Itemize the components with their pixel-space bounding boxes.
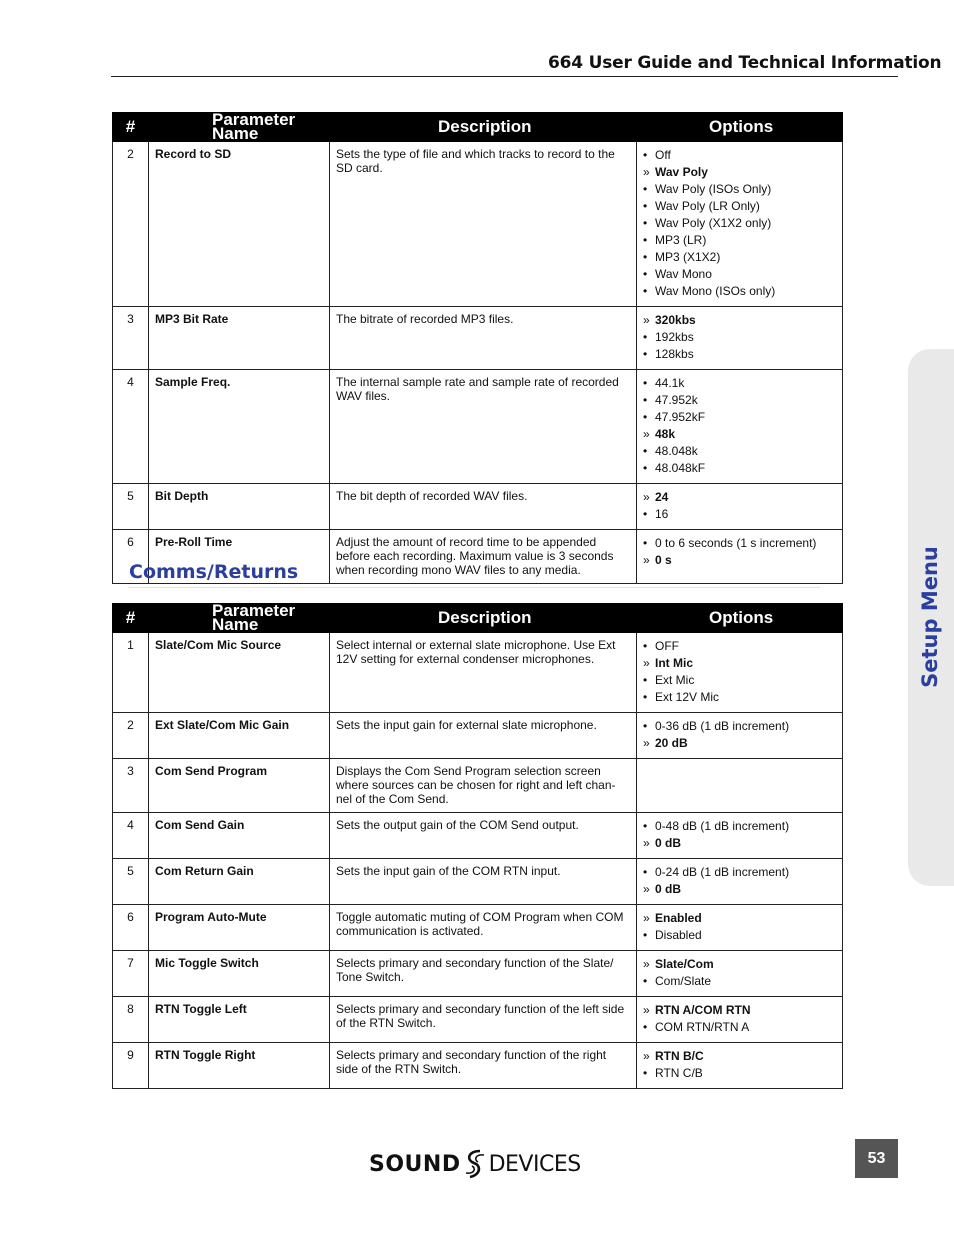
option-item (643, 1019, 836, 1036)
param-description: The bit depth of recorded WAV files. (330, 484, 637, 530)
param-options (637, 813, 843, 859)
option-item-default (643, 164, 836, 181)
option-item (643, 506, 836, 523)
option-text: 48.048kF (655, 461, 706, 475)
option-text: Ext 12V Mic (655, 690, 720, 704)
param-description: Sets the output gain of the COM Send output. (330, 813, 637, 859)
param-options (637, 951, 843, 997)
option-text: 20 dB (655, 736, 688, 750)
table-row (113, 859, 843, 905)
header-rule (111, 76, 898, 77)
option-item (643, 443, 836, 460)
option-item (643, 392, 836, 409)
param-number: 5 (113, 859, 149, 905)
param-name: Slate/Com Mic Source (149, 633, 330, 713)
table-row (113, 813, 843, 859)
bullet-icon: • (643, 536, 648, 550)
option-text: 128kbs (655, 347, 694, 361)
sound-devices-logo (369, 1147, 581, 1181)
col-header-num: # (113, 113, 149, 142)
default-marker-icon: » (643, 836, 650, 850)
option-text: OFF (655, 639, 679, 653)
option-item-default (643, 1002, 836, 1019)
option-item (643, 535, 836, 552)
bullet-icon: • (643, 673, 648, 687)
param-number: 9 (113, 1043, 149, 1089)
option-item-default (643, 910, 836, 927)
param-options (637, 759, 843, 813)
default-marker-icon: » (643, 736, 650, 750)
bullet-icon: • (643, 690, 648, 704)
parameter-table-2 (112, 603, 843, 1089)
option-text: MP3 (X1X2) (655, 250, 721, 264)
table-row (113, 142, 843, 307)
default-marker-icon: » (643, 882, 650, 896)
param-number: 3 (113, 307, 149, 370)
default-marker-icon: » (643, 427, 650, 441)
option-text: RTN A/COM RTN (655, 1003, 751, 1017)
option-item-default (643, 881, 836, 898)
param-description: Sets the type of file and which tracks to record to the SD card. (330, 142, 637, 307)
default-marker-icon: » (643, 1049, 650, 1063)
option-item-default (643, 312, 836, 329)
option-item (643, 232, 836, 249)
param-name: RTN Toggle Right (149, 1043, 330, 1089)
param-description: Sets the input gain for external slate microphone. (330, 713, 637, 759)
bullet-icon: • (643, 250, 648, 264)
option-item (643, 672, 836, 689)
option-text: MP3 (LR) (655, 233, 707, 247)
bullet-icon: • (643, 216, 648, 230)
param-options (637, 905, 843, 951)
default-marker-icon: » (643, 313, 650, 327)
bullet-icon: • (643, 347, 648, 361)
options-list (643, 718, 836, 752)
bullet-icon: • (643, 974, 648, 988)
param-description: Displays the Com Send Program selection screen where sources can be chosen for right and left chan-nel of the Com Send. (330, 759, 637, 813)
bullet-icon: • (643, 182, 648, 196)
default-marker-icon: » (643, 165, 650, 179)
option-text: 320kbs (655, 313, 696, 327)
option-text: 0 dB (655, 836, 682, 850)
param-options (637, 713, 843, 759)
option-text: 48.048k (655, 444, 698, 458)
param-description: Selects primary and secondary function of the Slate/ Tone Switch. (330, 951, 637, 997)
option-text: Wav Poly (X1X2 only) (655, 216, 772, 230)
option-item (643, 329, 836, 346)
options-list (643, 638, 836, 706)
options-list (643, 864, 836, 898)
param-name: MP3 Bit Rate (149, 307, 330, 370)
default-marker-icon: » (643, 490, 650, 504)
option-item (643, 1065, 836, 1082)
table-row (113, 759, 843, 813)
option-text: RTN C/B (655, 1066, 703, 1080)
option-item-default (643, 655, 836, 672)
table-row (113, 713, 843, 759)
option-item-default (643, 835, 836, 852)
option-text: 0 dB (655, 882, 682, 896)
option-text: Slate/Com (655, 957, 714, 971)
option-item (643, 283, 836, 300)
param-number: 1 (113, 633, 149, 713)
param-description: Adjust the amount of record time to be appended before each recording. Maximum value is 3 seconds when recording mono WAV files to any media. (330, 530, 637, 584)
bullet-icon: • (643, 444, 648, 458)
bullet-icon: • (643, 376, 648, 390)
parameter-table-1 (112, 112, 843, 584)
param-name: Record to SD (149, 142, 330, 307)
bullet-icon: • (643, 148, 648, 162)
param-name: Mic Toggle Switch (149, 951, 330, 997)
option-item (643, 973, 836, 990)
option-text: 48k (655, 427, 676, 441)
option-item (643, 818, 836, 835)
param-name: RTN Toggle Left (149, 997, 330, 1043)
param-description: Toggle automatic muting of COM Program when COM communication is activated. (330, 905, 637, 951)
param-number: 6 (113, 905, 149, 951)
options-list (643, 1002, 836, 1036)
options-list (643, 535, 836, 569)
col-header-description: Description (330, 113, 637, 142)
param-description: The internal sample rate and sample rate of recorded WAV files. (330, 370, 637, 484)
option-item (643, 409, 836, 426)
bullet-icon: • (643, 267, 648, 281)
option-item-default (643, 552, 836, 569)
param-name: Program Auto-Mute (149, 905, 330, 951)
option-text: Wav Poly (655, 165, 708, 179)
logo-text-devices: DEVICES (488, 1151, 581, 1177)
option-item (643, 147, 836, 164)
default-marker-icon: » (643, 957, 650, 971)
table-header-row (113, 604, 843, 633)
option-text: Int Mic (655, 656, 693, 670)
param-name: Sample Freq. (149, 370, 330, 484)
param-number: 5 (113, 484, 149, 530)
side-tab-label: Setup Menu (918, 546, 942, 688)
wave-logo-icon (462, 1148, 488, 1180)
param-number: 6 (113, 530, 149, 584)
table-row (113, 905, 843, 951)
param-number: 3 (113, 759, 149, 813)
section-rule (128, 587, 820, 588)
param-options (637, 859, 843, 905)
option-item (643, 346, 836, 363)
bullet-icon: • (643, 1066, 648, 1080)
param-options (637, 370, 843, 484)
param-number: 8 (113, 997, 149, 1043)
param-options (637, 997, 843, 1043)
col-header-num: # (113, 604, 149, 633)
bullet-icon: • (643, 393, 648, 407)
default-marker-icon: » (643, 1003, 650, 1017)
option-text: Off (655, 148, 671, 162)
param-options (637, 633, 843, 713)
bullet-icon: • (643, 865, 648, 879)
option-item (643, 266, 836, 283)
param-options (637, 142, 843, 307)
options-list (643, 312, 836, 363)
option-text: 24 (655, 490, 669, 504)
param-options (637, 530, 843, 584)
param-options (637, 307, 843, 370)
col-header-parameter-name: Parameter Name (149, 113, 330, 142)
param-number: 4 (113, 370, 149, 484)
col-header-options: Options (637, 604, 843, 633)
option-text: Wav Poly (ISOs Only) (655, 182, 772, 196)
bullet-icon: • (643, 819, 648, 833)
bullet-icon: • (643, 639, 648, 653)
param-name: Com Return Gain (149, 859, 330, 905)
option-text: 44.1k (655, 376, 685, 390)
param-description: Select internal or external slate microphone. Use Ext 12V setting for external condenser microphones. (330, 633, 637, 713)
bullet-icon: • (643, 1020, 648, 1034)
table-row (113, 633, 843, 713)
option-text: 16 (655, 507, 669, 521)
option-text: Disabled (655, 928, 702, 942)
param-options (637, 484, 843, 530)
page-header-title: 664 User Guide and Technical Information (548, 53, 942, 73)
options-list (643, 147, 836, 300)
option-item (643, 460, 836, 477)
table-row (113, 370, 843, 484)
option-text: Wav Poly (LR Only) (655, 199, 760, 213)
option-text: RTN B/C (655, 1049, 704, 1063)
param-name: Ext Slate/Com Mic Gain (149, 713, 330, 759)
option-item (643, 864, 836, 881)
option-text: Wav Mono (655, 267, 712, 281)
page-number: 53 (855, 1139, 898, 1178)
default-marker-icon: » (643, 911, 650, 925)
param-number: 2 (113, 142, 149, 307)
options-list (643, 489, 836, 523)
param-name: Com Send Gain (149, 813, 330, 859)
option-text: 192kbs (655, 330, 694, 344)
param-description: Selects primary and secondary function of the right side of the RTN Switch. (330, 1043, 637, 1089)
section-title-comms-returns: Comms/Returns (129, 561, 299, 583)
param-options (637, 1043, 843, 1089)
option-text: Com/Slate (655, 974, 712, 988)
param-description: The bitrate of recorded MP3 files. (330, 307, 637, 370)
bullet-icon: • (643, 233, 648, 247)
option-item (643, 718, 836, 735)
bullet-icon: • (643, 719, 648, 733)
option-item-default (643, 735, 836, 752)
bullet-icon: • (643, 461, 648, 475)
col-header-parameter-name: Parameter Name (149, 604, 330, 633)
table-body (113, 633, 843, 1089)
option-item (643, 215, 836, 232)
option-text: 0-24 dB (1 dB increment) (655, 865, 790, 879)
option-item (643, 375, 836, 392)
bullet-icon: • (643, 507, 648, 521)
bullet-icon: • (643, 928, 648, 942)
options-list (643, 1048, 836, 1082)
option-item (643, 638, 836, 655)
option-item (643, 198, 836, 215)
option-item-default (643, 489, 836, 506)
option-text: Enabled (655, 911, 702, 925)
options-list (643, 818, 836, 852)
option-text: COM RTN/RTN A (655, 1020, 750, 1034)
table-row (113, 1043, 843, 1089)
param-number: 4 (113, 813, 149, 859)
option-item-default (643, 956, 836, 973)
options-list (643, 956, 836, 990)
param-name: Pre-Roll Time (149, 530, 330, 584)
table-row (113, 307, 843, 370)
bullet-icon: • (643, 284, 648, 298)
table-row (113, 484, 843, 530)
table-row (113, 951, 843, 997)
col-header-options: Options (637, 113, 843, 142)
param-name: Com Send Program (149, 759, 330, 813)
option-text: Ext Mic (655, 673, 695, 687)
bullet-icon: • (643, 410, 648, 424)
bullet-icon: • (643, 199, 648, 213)
option-text: 47.952kF (655, 410, 706, 424)
option-text: Wav Mono (ISOs only) (655, 284, 776, 298)
option-text: 0-48 dB (1 dB increment) (655, 819, 790, 833)
option-text: 47.952k (655, 393, 698, 407)
option-text: 0-36 dB (1 dB increment) (655, 719, 790, 733)
param-number: 7 (113, 951, 149, 997)
param-number: 2 (113, 713, 149, 759)
table-header-row (113, 113, 843, 142)
default-marker-icon: » (643, 553, 650, 567)
param-name: Bit Depth (149, 484, 330, 530)
option-item-default (643, 426, 836, 443)
option-text: 0 s (655, 553, 672, 567)
option-item-default (643, 1048, 836, 1065)
param-description: Selects primary and secondary function of the left side of the RTN Switch. (330, 997, 637, 1043)
bullet-icon: • (643, 330, 648, 344)
table-body (113, 142, 843, 584)
default-marker-icon: » (643, 656, 650, 670)
logo-text-sound: SOUND (369, 1151, 461, 1177)
option-item (643, 689, 836, 706)
param-description: Sets the input gain of the COM RTN input. (330, 859, 637, 905)
table-row (113, 997, 843, 1043)
options-list (643, 910, 836, 944)
option-item (643, 249, 836, 266)
options-list (643, 375, 836, 477)
col-header-description: Description (330, 604, 637, 633)
option-item (643, 927, 836, 944)
option-text: 0 to 6 seconds (1 s increment) (655, 536, 817, 550)
option-item (643, 181, 836, 198)
